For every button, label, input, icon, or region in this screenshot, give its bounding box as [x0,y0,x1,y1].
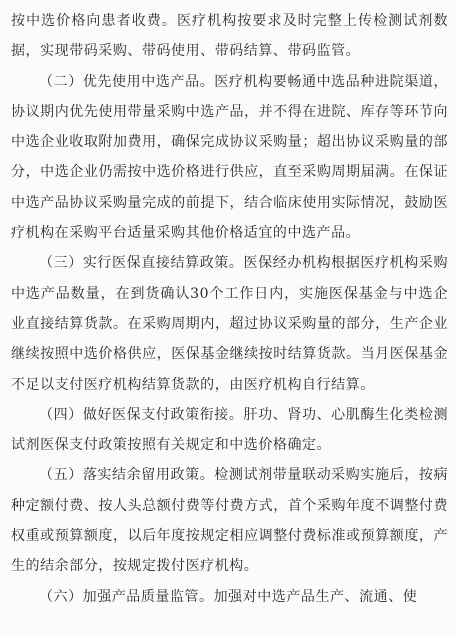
paragraph-3: （三）实行医保直接结算政策。医保经办机构根据医疗机构采购中选产品数量，在到货确认30个工作日内，实施医保基金与中选企业直接结算货款。在采购周期内，超过协议采购量的部分，生产企业继续按照中选价格供应，医保基金继续按时结算货款。当月医保基金不足以支付医疗机构结算货款的，由医疗机构自行结算。 [11,255,448,393]
paragraph-5: （五）落实结余留用政策。检测试剂带量联动采购实施后，按病种定额付费、按人头总额付费等付费方式，首个采购年度不调整付费权重或预算额度，以后年度按规定相应调整付费标准或预算额度，产生的结余部分，按规定拨付医疗机构。 [11,467,448,575]
paragraph-6: （六）加强产品质量监管。加强对中选产品生产、流通、使 [39,588,418,605]
paragraph-4: （四）做好医保支付政策衔接。肝功、肾功、心肌酶生化类检测试剂医保支付政策按照有关规定和中选价格确定。 [11,406,448,454]
paragraph-1: 按中选价格向患者收费。医疗机构按要求及时完整上传检测试剂数据，实现带码采购、带码使用、带码结算、带码监管。 [11,13,448,60]
paragraph-2: （二）优先使用中选产品。医疗机构要畅通中选品种进院渠道，协议期内优先使用带量采购中选产品，并不得在进院、库存等环节向中选企业收取附加费用，确保完成协议采购量；超出协议采购量的部分，中选企业仍需按中选价格进行供应，直至采购周期届满。在保证中选产品协议采购量完成的前提下，结合临床使用实际情况，鼓励医疗机构在采购平台适量采购其他价格适宜的中选产品。 [11,73,448,242]
